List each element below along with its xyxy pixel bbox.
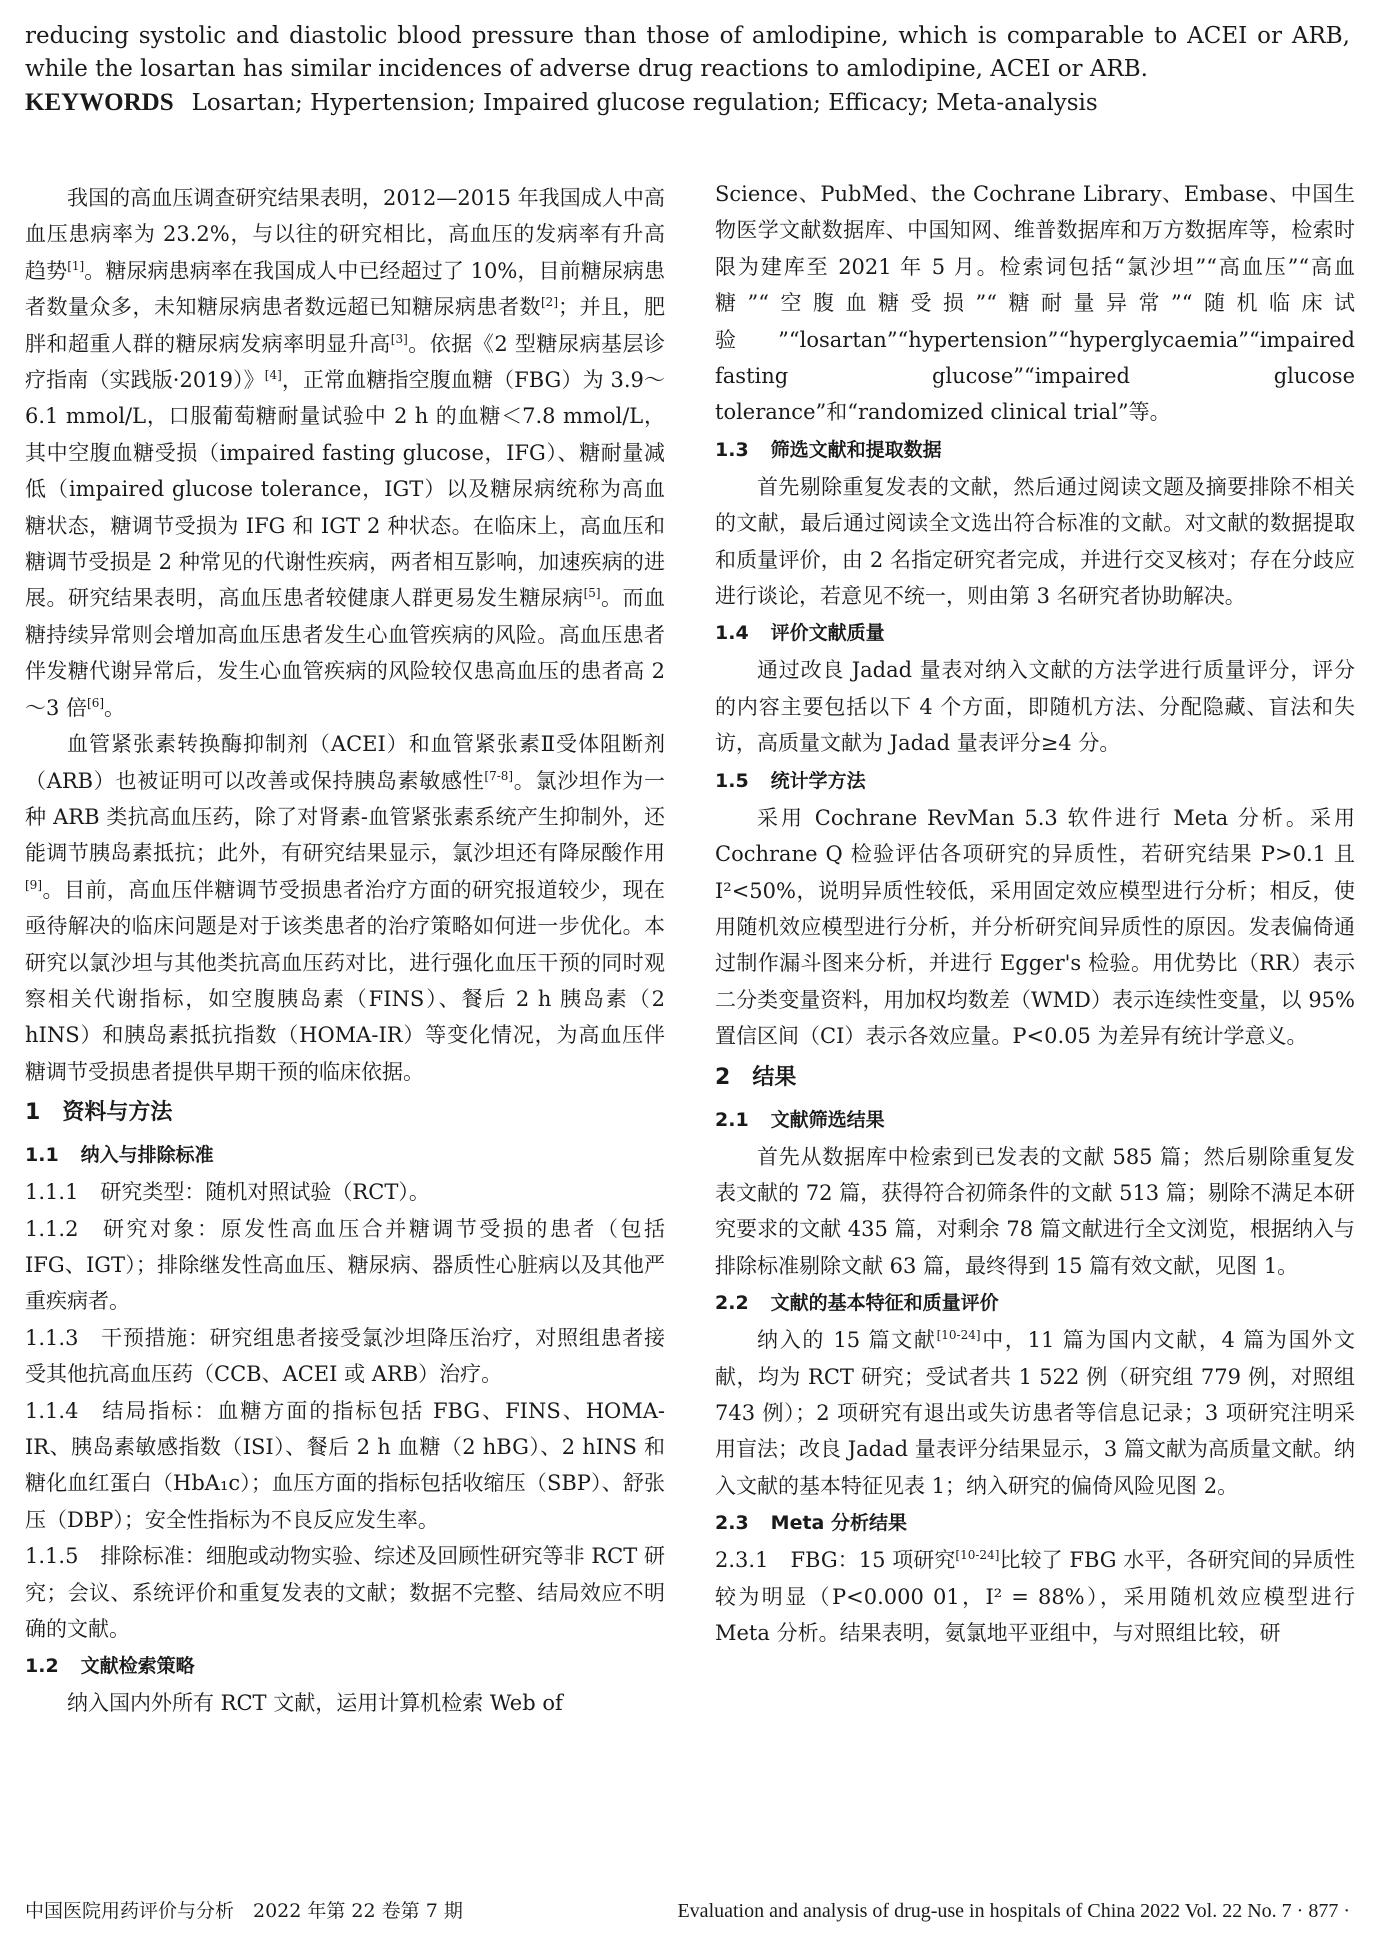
keywords-label: KEYWORDS — [25, 89, 174, 116]
text-run: 纳入的 15 篇文献 — [757, 1328, 937, 1353]
subsection-heading-2-3 — [715, 1504, 1355, 1542]
section-title: Meta 分析结果 — [770, 1512, 907, 1535]
section-number: 1 — [25, 1100, 41, 1126]
item-number: 2.3.1 — [715, 1548, 769, 1573]
right-column — [715, 176, 1355, 1651]
subsection-heading-2-1 — [715, 1101, 1355, 1139]
footer-journal-cn: 中国医院用药评价与分析 2022 年第 22 卷第 7 期 — [25, 1900, 463, 1922]
item-number: 1.1.1 — [25, 1180, 79, 1205]
item-2-3-1 — [715, 1542, 1355, 1651]
item-text: 排除标准：细胞或动物实验、综述及回顾性研究等非 RCT 研究；会议、系统评价和重复发表的文献；数据不完整、结局效应不明确的文献。 — [25, 1544, 665, 1642]
section-title: 统计学方法 — [770, 769, 866, 792]
text-run: 中，11 篇为国内文献，4 篇为国外文献，均为 RCT 研究；受试者共 1 522 例（研究组 779 例，对照组 743 例）；2 项研究有退出或失访患者等信息记录；3 项研究注明采用盲法；改良 Jadad 量表评分结果显示，3 篇文献为高质量文献。纳入文献的基本特征见表 1；纳入研究的偏倚风险见图 2。 — [715, 1328, 1355, 1498]
abstract-tail — [25, 20, 1350, 120]
item-1-1-3 — [25, 1320, 665, 1393]
subsection-heading-1-5 — [715, 762, 1355, 800]
left-column — [25, 180, 665, 1722]
text-run: 血管紧张素转换酶抑制剂（ACEI）和血管紧张素Ⅱ受体阻断剂（ARB）也被证明可以改善或保持胰岛素敏感性 — [25, 732, 665, 793]
section-number: 2.2 — [715, 1292, 749, 1315]
item-number: 1.1.5 — [25, 1544, 79, 1569]
section-title: 文献的基本特征和质量评价 — [770, 1292, 999, 1315]
subsection-heading-1-2 — [25, 1647, 665, 1685]
citation: [10-24] — [936, 1328, 981, 1343]
text-run: ，正常血糖指空腹血糖（FBG）为 3.9～6.1 mmol/L，口服葡萄糖耐量试验中 2 h 的血糖＜7.8 mmol/L，其中空腹血糖受损（impaired fasting glucose，IFG）、糖耐量减低（impaired glucose tolerance，IGT）以及糖尿病统称为高血糖状态，糖调节受损为 IFG 和 IGT 2 种状态。在临床上，高血压和糖调节受损是 2 种常见的代谢性疾病，两者相互影响，加速疾病的进展。研究结果表明，高血压患者较健康人群更易发生糖尿病 — [25, 368, 665, 611]
item-number: 1.1.2 — [25, 1216, 79, 1241]
item-text: 干预措施：研究组患者接受氯沙坦降压治疗，对照组患者接受其他抗高血压药（CCB、ACEI 或 ARB）治疗。 — [25, 1325, 665, 1387]
citation: [3] — [390, 331, 408, 346]
section-title: 纳入与排除标准 — [80, 1144, 214, 1167]
text-run: 。依据《2 型糖尿病基层诊疗指南（实践版·2019）》 — [25, 331, 665, 393]
section-number: 1.2 — [25, 1655, 59, 1678]
section-title: 评价文献质量 — [770, 622, 885, 645]
paragraph-1-3: 首先剔除重复发表的文献，然后通过阅读文题及摘要排除不相关的文献，最后通过阅读全文选出符合标准的文献。对文献的数据提取和质量评价，由 2 名指定研究者完成，并进行交叉核对；存在分歧应进行谈论，若意见不统一，则由第 3 名研究者协助解决。 — [715, 474, 1355, 609]
section-number: 1.4 — [715, 622, 749, 645]
item-1-1-4 — [25, 1393, 665, 1539]
item-1-1-1 — [25, 1174, 665, 1210]
text-run: 。 — [104, 695, 126, 720]
paragraph-2-2 — [715, 1322, 1355, 1504]
item-number: 1.1.4 — [25, 1398, 79, 1423]
item-text: 研究类型：随机对照试验（RCT）。 — [100, 1180, 430, 1205]
intro-paragraph-1 — [25, 180, 665, 726]
item-text: 研究对象：原发性高血压合并糖调节受损的患者（包括 IFG、IGT）；排除继发性高血压、糖尿病、器质性心脏病以及其他严重疾病者。 — [25, 1216, 665, 1314]
section-number: 1.1 — [25, 1144, 59, 1167]
keywords-list: Losartan; Hypertension; Impaired glucose regulation; Efficacy; Meta-analysis — [191, 90, 1098, 116]
text-run: 比较了 FBG 水平，各研究间的异质性较为明显（P<0.000 01，I² = 88%），采用随机效应模型进行 Meta 分析。结果表明，氨氯地平亚组中，与对照组比较，研 — [715, 1548, 1355, 1645]
citation: [4] — [264, 368, 282, 383]
citation: [2] — [541, 295, 558, 310]
subsection-heading-2-2 — [715, 1284, 1355, 1322]
section-title: 资料与方法 — [62, 1100, 173, 1126]
paragraph-2-1: 首先从数据库中检索到已发表的文献 585 篇；然后剔除重复发表文献的 72 篇，获得符合初筛条件的文献 513 篇；剔除不满足本研究要求的文献 435 篇，对剩余 78 篇文献进行全文浏览，根据纳入与排除标准剔除文献 63 篇，最终得到 15 篇有效文献，见图 1。 — [715, 1144, 1355, 1278]
citation: [5] — [583, 586, 601, 601]
section-heading-1 — [25, 1092, 665, 1134]
item-number: 1.1.3 — [25, 1325, 79, 1350]
item-text: 结局指标：血糖方面的指标包括 FBG、FINS、HOMA-IR、胰岛素敏感指数（ISI）、餐后 2 h 血糖（2 hBG）、2 hINS 和糖化血红蛋白（HbA₁c）；血压方面的指标包括收缩压（SBP）、舒张压（DBP）；安全性指标为不良反应发生率。 — [25, 1398, 665, 1532]
section-title: 结果 — [752, 1064, 797, 1090]
text-run: 我国的高血压调查研究结果表明，2012—2015 年我国成人中高血压患病率为 23.2%，与以往的研究相比，高血压的发病率有升高趋势 — [25, 186, 665, 283]
footer-journal-en: Evaluation and analysis of drug-use in hospitals of China 2022 Vol. 22 No. 7 · 877 · — [677, 1900, 1350, 1922]
section-number: 2.3 — [715, 1512, 749, 1535]
section-number: 1.3 — [715, 438, 749, 461]
text-run: 。糖尿病患病率在我国成人中已经超过了 10%，目前糖尿病患者数量众多，未知糖尿病患者数远超已知糖尿病患者数 — [25, 258, 665, 320]
paragraph-1-5: 采用 Cochrane RevMan 5.3 软件进行 Meta 分析。采用 Cochrane Q 检验评估各项研究的异质性，若研究结果 P>0.1 且 I²<50%，说明异质性较低，采用固定效应模型进行分析；相反，使用随机效应模型进行分析，并分析研究间异质性的原因。发表偏倚通过制作漏斗图来分析，并进行 Egger's 检验。用优势比（RR）表示二分类变量资料，用加权均数差（WMD）表示连续性变量，以 95%置信区间（CI）表示各效应量。P<0.05 为差异有统计学意义。 — [715, 805, 1355, 1049]
section-title: 文献检索策略 — [80, 1655, 195, 1678]
section-title: 筛选文献和提取数据 — [770, 438, 942, 461]
item-1-1-2 — [25, 1211, 665, 1320]
text-run: FBG：15 项研究 — [790, 1548, 956, 1573]
item-1-1-5 — [25, 1538, 665, 1647]
section-number: 2 — [715, 1064, 731, 1090]
text-run: ；并且，肥胖和超重人群的糖尿病发病率明显升高 — [25, 295, 665, 356]
citation: [9] — [25, 877, 42, 892]
paragraph-1-2: 纳入国内外所有 RCT 文献，运用计算机检索 Web of — [67, 1691, 563, 1716]
text-run: 。氯沙坦作为一种 ARB 类抗高血压药，除了对肾素-血管紧张素系统产生抑制外，还能调节胰岛素抵抗；此外，有研究结果显示，氯沙坦还有降尿酸作用 — [25, 768, 665, 866]
abstract-text: reducing systolic and diastolic blood pressure than those of amlodipine, which is comparable to ACEI or ARB, while the losartan has similar incidences of adverse drug reactions to amlodipine, ACEI or ARB. — [25, 23, 1350, 82]
paragraph-1-2-continued: Science、PubMed、the Cochrane Library、Embase、中国生物医学文献数据库、中国知网、维普数据库和万方数据库等，检索时限为建库至 2021 年 5 月。检索词包括“氯沙坦”“高血压”“高血糖”“空腹血糖受损”“糖耐量异常”“随机临床试验”“losartan”“hypertension”“hyperglycaemia”“impaired fasting glucose”“impaired glucose tolerance”和“randomized clinical trial”等。 — [715, 182, 1355, 425]
section-title: 文献筛选结果 — [770, 1108, 885, 1131]
paragraph-1-4: 通过改良 Jadad 量表对纳入文献的方法学进行质量评分，评分的内容主要包括以下 4 个方面，即随机方法、分配隐藏、盲法和失访，高质量文献为 Jadad 量表评分≥4 分。 — [715, 658, 1355, 756]
citation: [1] — [67, 258, 85, 273]
citation: [10-24] — [955, 1548, 1000, 1563]
citation: [7-8] — [484, 768, 514, 783]
subsection-heading-1-3 — [715, 431, 1355, 469]
subsection-heading-1-4 — [715, 614, 1355, 652]
subsection-heading-1-1 — [25, 1136, 665, 1174]
section-number: 1.5 — [715, 769, 749, 792]
section-heading-2 — [715, 1057, 1355, 1099]
section-number: 2.1 — [715, 1108, 749, 1131]
text-run: 。而血糖持续异常则会增加高血压患者发生心血管疾病的风险。高血压患者伴发糖代谢异常后，发生心血管疾病的风险较仅患高血压的患者高 2～3 倍 — [25, 586, 666, 720]
text-run: 。目前，高血压伴糖调节受损患者治疗方面的研究报道较少，现在亟待解决的临床问题是对于该类患者的治疗策略如何进一步优化。本研究以氯沙坦与其他类抗高血压药对比，进行强化血压干预的同时观察相关代谢指标，如空腹胰岛素（FINS）、餐后 2 h 胰岛素（2 hINS）和胰岛素抵抗指数（HOMA-IR）等变化情况，为高血压伴糖调节受损患者提供早期干预的临床依据。 — [25, 877, 665, 1084]
keywords-line — [25, 86, 1350, 120]
intro-paragraph-2 — [25, 726, 665, 1090]
citation: [6] — [87, 695, 105, 710]
